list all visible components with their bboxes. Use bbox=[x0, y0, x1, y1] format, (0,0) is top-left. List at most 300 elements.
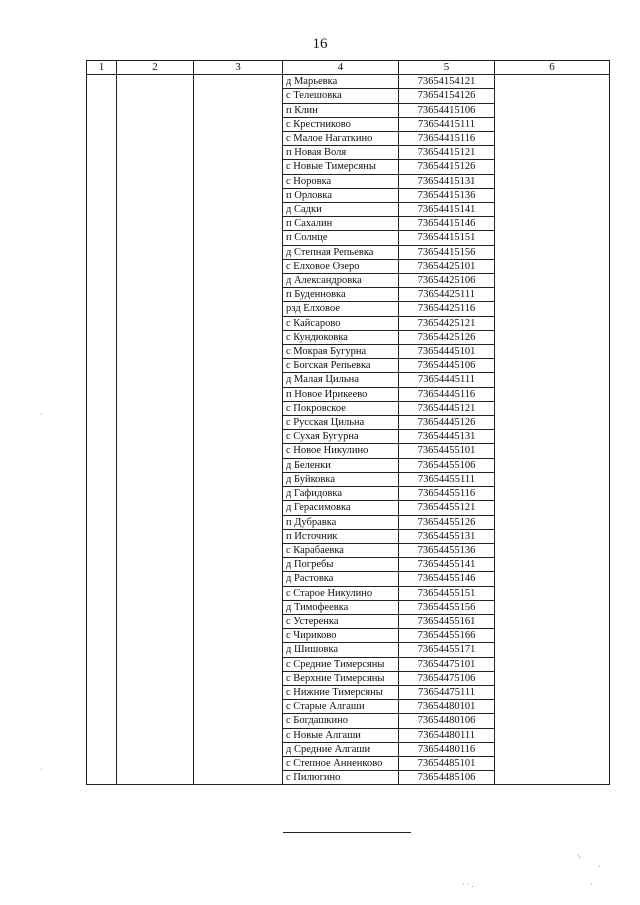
cell-col-3 bbox=[194, 359, 283, 373]
cell-col-2 bbox=[117, 756, 194, 770]
table-row bbox=[87, 714, 610, 728]
settlement-name-cell: п Сахалин bbox=[283, 217, 399, 231]
cell-col-1 bbox=[87, 89, 117, 103]
table-row bbox=[87, 132, 610, 146]
cell-col-2 bbox=[117, 685, 194, 699]
oktmo-code-cell: 73654455116 bbox=[399, 487, 495, 501]
oktmo-code-cell: 73654415116 bbox=[399, 132, 495, 146]
settlement-name-cell: п Солнце bbox=[283, 231, 399, 245]
cell-col-1 bbox=[87, 146, 117, 160]
cell-col-6 bbox=[495, 330, 610, 344]
oktmo-code-cell: 73654475101 bbox=[399, 657, 495, 671]
cell-col-6 bbox=[495, 89, 610, 103]
table-row bbox=[87, 160, 610, 174]
oktmo-code-cell: 73654445126 bbox=[399, 416, 495, 430]
oktmo-code-cell: 73654415121 bbox=[399, 146, 495, 160]
cell-col-3 bbox=[194, 529, 283, 543]
oktmo-code-cell: 73654485106 bbox=[399, 771, 495, 785]
cell-col-1 bbox=[87, 586, 117, 600]
oktmo-code-cell: 73654455161 bbox=[399, 614, 495, 628]
table-row bbox=[87, 288, 610, 302]
cell-col-6 bbox=[495, 714, 610, 728]
cell-col-1 bbox=[87, 302, 117, 316]
settlement-name-cell: с Пилюгино bbox=[283, 771, 399, 785]
cell-col-6 bbox=[495, 671, 610, 685]
cell-col-1 bbox=[87, 132, 117, 146]
cell-col-6 bbox=[495, 401, 610, 415]
oktmo-code-cell: 73654455136 bbox=[399, 543, 495, 557]
oktmo-code-cell: 73654485101 bbox=[399, 756, 495, 770]
cell-col-3 bbox=[194, 231, 283, 245]
cell-col-2 bbox=[117, 132, 194, 146]
table-row bbox=[87, 586, 610, 600]
cell-col-6 bbox=[495, 345, 610, 359]
oktmo-code-cell: 73654480106 bbox=[399, 714, 495, 728]
scan-speck: \ bbox=[578, 852, 581, 861]
settlement-name-cell: д Буйковка bbox=[283, 472, 399, 486]
settlement-name-cell: с Покровское bbox=[283, 401, 399, 415]
cell-col-2 bbox=[117, 515, 194, 529]
cell-col-2 bbox=[117, 288, 194, 302]
cell-col-1 bbox=[87, 401, 117, 415]
settlement-name-cell: с Степное Анненково bbox=[283, 756, 399, 770]
settlement-name-cell: с Русская Цильна bbox=[283, 416, 399, 430]
cell-col-6 bbox=[495, 217, 610, 231]
cell-col-2 bbox=[117, 203, 194, 217]
table-row bbox=[87, 359, 610, 373]
oktmo-code-cell: 73654455166 bbox=[399, 629, 495, 643]
cell-col-3 bbox=[194, 643, 283, 657]
cell-col-3 bbox=[194, 572, 283, 586]
cell-col-1 bbox=[87, 742, 117, 756]
cell-col-2 bbox=[117, 316, 194, 330]
oktmo-code-cell: 73654425121 bbox=[399, 316, 495, 330]
cell-col-3 bbox=[194, 174, 283, 188]
scan-speck: · bbox=[590, 880, 593, 889]
table-row bbox=[87, 444, 610, 458]
cell-col-6 bbox=[495, 600, 610, 614]
cell-col-2 bbox=[117, 714, 194, 728]
cell-col-6 bbox=[495, 274, 610, 288]
cell-col-3 bbox=[194, 685, 283, 699]
cell-col-3 bbox=[194, 373, 283, 387]
cell-col-1 bbox=[87, 714, 117, 728]
oktmo-code-cell: 73654425116 bbox=[399, 302, 495, 316]
cell-col-2 bbox=[117, 458, 194, 472]
cell-col-3 bbox=[194, 543, 283, 557]
cell-col-2 bbox=[117, 416, 194, 430]
settlement-name-cell: д Герасимовка bbox=[283, 501, 399, 515]
oktmo-code-cell: 73654445121 bbox=[399, 401, 495, 415]
oktmo-code-cell: 73654455156 bbox=[399, 600, 495, 614]
table-row bbox=[87, 700, 610, 714]
column-header-2: 2 bbox=[117, 61, 194, 75]
cell-col-2 bbox=[117, 117, 194, 131]
oktmo-code-cell: 73654154121 bbox=[399, 75, 495, 89]
cell-col-2 bbox=[117, 231, 194, 245]
settlement-name-cell: д Марьевка bbox=[283, 75, 399, 89]
table-row bbox=[87, 629, 610, 643]
cell-col-1 bbox=[87, 103, 117, 117]
cell-col-3 bbox=[194, 401, 283, 415]
cell-col-1 bbox=[87, 657, 117, 671]
settlement-name-cell: с Богдашкино bbox=[283, 714, 399, 728]
signature-line bbox=[283, 832, 411, 833]
cell-col-6 bbox=[495, 629, 610, 643]
oktmo-code-cell: 73654475106 bbox=[399, 671, 495, 685]
cell-col-2 bbox=[117, 174, 194, 188]
cell-col-1 bbox=[87, 444, 117, 458]
cell-col-3 bbox=[194, 288, 283, 302]
table-row bbox=[87, 75, 610, 89]
cell-col-2 bbox=[117, 700, 194, 714]
oktmo-code-cell: 73654425126 bbox=[399, 330, 495, 344]
cell-col-3 bbox=[194, 75, 283, 89]
cell-col-1 bbox=[87, 345, 117, 359]
cell-col-3 bbox=[194, 515, 283, 529]
cell-col-6 bbox=[495, 543, 610, 557]
cell-col-2 bbox=[117, 146, 194, 160]
table-row bbox=[87, 685, 610, 699]
cell-col-6 bbox=[495, 231, 610, 245]
oktmo-code-cell: 73654455111 bbox=[399, 472, 495, 486]
oktmo-code-cell: 73654415146 bbox=[399, 217, 495, 231]
settlement-name-cell: с Елховое Озеро bbox=[283, 259, 399, 273]
oktmo-code-cell: 73654425111 bbox=[399, 288, 495, 302]
cell-col-6 bbox=[495, 572, 610, 586]
cell-col-6 bbox=[495, 501, 610, 515]
table-row bbox=[87, 146, 610, 160]
cell-col-2 bbox=[117, 444, 194, 458]
settlement-name-cell: с Средние Тимерсяны bbox=[283, 657, 399, 671]
table-row bbox=[87, 487, 610, 501]
settlement-name-cell: с Крестниково bbox=[283, 117, 399, 131]
cell-col-2 bbox=[117, 629, 194, 643]
cell-col-1 bbox=[87, 373, 117, 387]
settlement-name-cell: п Клин bbox=[283, 103, 399, 117]
table-row bbox=[87, 643, 610, 657]
cell-col-1 bbox=[87, 671, 117, 685]
cell-col-1 bbox=[87, 501, 117, 515]
cell-col-1 bbox=[87, 614, 117, 628]
settlement-name-cell: с Карабаевка bbox=[283, 543, 399, 557]
cell-col-3 bbox=[194, 586, 283, 600]
settlement-name-cell: с Новые Алгаши bbox=[283, 728, 399, 742]
cell-col-2 bbox=[117, 274, 194, 288]
cell-col-3 bbox=[194, 728, 283, 742]
table-row bbox=[87, 387, 610, 401]
column-header-4: 4 bbox=[283, 61, 399, 75]
cell-col-2 bbox=[117, 188, 194, 202]
table-row bbox=[87, 174, 610, 188]
cell-col-1 bbox=[87, 274, 117, 288]
table-row bbox=[87, 401, 610, 415]
cell-col-3 bbox=[194, 217, 283, 231]
cell-col-3 bbox=[194, 188, 283, 202]
cell-col-6 bbox=[495, 430, 610, 444]
settlement-name-cell: д Погребы bbox=[283, 558, 399, 572]
oktmo-code-cell: 73654445106 bbox=[399, 359, 495, 373]
cell-col-3 bbox=[194, 714, 283, 728]
cell-col-6 bbox=[495, 657, 610, 671]
table-row bbox=[87, 259, 610, 273]
cell-col-1 bbox=[87, 188, 117, 202]
cell-col-2 bbox=[117, 302, 194, 316]
cell-col-3 bbox=[194, 742, 283, 756]
cell-col-1 bbox=[87, 643, 117, 657]
cell-col-6 bbox=[495, 117, 610, 131]
cell-col-1 bbox=[87, 288, 117, 302]
oktmo-code-cell: 73654445131 bbox=[399, 430, 495, 444]
cell-col-2 bbox=[117, 259, 194, 273]
cell-col-1 bbox=[87, 117, 117, 131]
cell-col-1 bbox=[87, 685, 117, 699]
cell-col-2 bbox=[117, 359, 194, 373]
cell-col-1 bbox=[87, 543, 117, 557]
settlement-name-cell: с Новые Тимерсяны bbox=[283, 160, 399, 174]
cell-col-3 bbox=[194, 103, 283, 117]
cell-col-3 bbox=[194, 700, 283, 714]
cell-col-1 bbox=[87, 160, 117, 174]
oktmo-code-cell: 73654455141 bbox=[399, 558, 495, 572]
cell-col-2 bbox=[117, 103, 194, 117]
oktmo-code-cell: 73654455171 bbox=[399, 643, 495, 657]
cell-col-6 bbox=[495, 529, 610, 543]
table-row bbox=[87, 245, 610, 259]
cell-col-2 bbox=[117, 245, 194, 259]
scan-speck: · bbox=[40, 765, 43, 774]
cell-col-6 bbox=[495, 558, 610, 572]
cell-col-6 bbox=[495, 458, 610, 472]
table-row bbox=[87, 756, 610, 770]
cell-col-6 bbox=[495, 586, 610, 600]
oktmo-code-cell: 73654455151 bbox=[399, 586, 495, 600]
cell-col-6 bbox=[495, 472, 610, 486]
cell-col-6 bbox=[495, 132, 610, 146]
cell-col-6 bbox=[495, 146, 610, 160]
cell-col-2 bbox=[117, 89, 194, 103]
settlement-name-cell: с Чириково bbox=[283, 629, 399, 643]
cell-col-2 bbox=[117, 373, 194, 387]
scan-speck: · bbox=[598, 862, 601, 871]
cell-col-1 bbox=[87, 259, 117, 273]
table-row bbox=[87, 274, 610, 288]
table-row bbox=[87, 458, 610, 472]
page-number: 16 bbox=[312, 36, 328, 52]
cell-col-2 bbox=[117, 330, 194, 344]
cell-col-3 bbox=[194, 501, 283, 515]
cell-col-1 bbox=[87, 728, 117, 742]
cell-col-2 bbox=[117, 572, 194, 586]
cell-col-2 bbox=[117, 401, 194, 415]
table-row bbox=[87, 543, 610, 557]
cell-col-2 bbox=[117, 728, 194, 742]
oktmo-code-cell: 73654154126 bbox=[399, 89, 495, 103]
settlement-name-cell: д Александровка bbox=[283, 274, 399, 288]
cell-col-2 bbox=[117, 472, 194, 486]
settlement-name-cell: с Старое Никулино bbox=[283, 586, 399, 600]
cell-col-6 bbox=[495, 359, 610, 373]
table-row bbox=[87, 103, 610, 117]
cell-col-3 bbox=[194, 387, 283, 401]
cell-col-2 bbox=[117, 742, 194, 756]
cell-col-2 bbox=[117, 671, 194, 685]
settlement-name-cell: п Источник bbox=[283, 529, 399, 543]
oktmo-code-cell: 73654455106 bbox=[399, 458, 495, 472]
cell-col-1 bbox=[87, 316, 117, 330]
oktmo-code-cell: 73654415141 bbox=[399, 203, 495, 217]
cell-col-3 bbox=[194, 89, 283, 103]
cell-col-2 bbox=[117, 614, 194, 628]
cell-col-2 bbox=[117, 558, 194, 572]
cell-col-6 bbox=[495, 742, 610, 756]
settlement-name-cell: с Малое Нагаткино bbox=[283, 132, 399, 146]
cell-col-1 bbox=[87, 416, 117, 430]
cell-col-3 bbox=[194, 472, 283, 486]
settlement-name-cell: с Устеренка bbox=[283, 614, 399, 628]
cell-col-6 bbox=[495, 685, 610, 699]
cell-col-2 bbox=[117, 387, 194, 401]
table-row bbox=[87, 501, 610, 515]
cell-col-1 bbox=[87, 231, 117, 245]
table-row bbox=[87, 728, 610, 742]
table-row bbox=[87, 742, 610, 756]
table-row bbox=[87, 89, 610, 103]
oktmo-code-cell: 73654415111 bbox=[399, 117, 495, 131]
cell-col-3 bbox=[194, 558, 283, 572]
cell-col-3 bbox=[194, 316, 283, 330]
table-row bbox=[87, 430, 610, 444]
oktmo-code-cell: 73654455126 bbox=[399, 515, 495, 529]
oktmo-code-cell: 73654445111 bbox=[399, 373, 495, 387]
column-header-1: 1 bbox=[87, 61, 117, 75]
cell-col-3 bbox=[194, 302, 283, 316]
cell-col-2 bbox=[117, 657, 194, 671]
cell-col-1 bbox=[87, 756, 117, 770]
oktmo-code-cell: 73654415131 bbox=[399, 174, 495, 188]
cell-col-6 bbox=[495, 302, 610, 316]
cell-col-1 bbox=[87, 203, 117, 217]
cell-col-2 bbox=[117, 160, 194, 174]
table-row bbox=[87, 600, 610, 614]
settlement-name-cell: с Верхние Тимерсяны bbox=[283, 671, 399, 685]
cell-col-3 bbox=[194, 771, 283, 785]
cell-col-3 bbox=[194, 458, 283, 472]
oktmo-code-cell: 73654480101 bbox=[399, 700, 495, 714]
table-row bbox=[87, 614, 610, 628]
settlement-name-cell: д Растовка bbox=[283, 572, 399, 586]
table-row bbox=[87, 472, 610, 486]
cell-col-3 bbox=[194, 600, 283, 614]
table-row bbox=[87, 515, 610, 529]
settlement-name-cell: п Новая Воля bbox=[283, 146, 399, 160]
cell-col-6 bbox=[495, 756, 610, 770]
settlement-name-cell: д Малая Цильна bbox=[283, 373, 399, 387]
settlement-name-cell: п Дубравка bbox=[283, 515, 399, 529]
settlement-name-cell: п Орловка bbox=[283, 188, 399, 202]
cell-col-6 bbox=[495, 245, 610, 259]
cell-col-3 bbox=[194, 117, 283, 131]
oktmo-code-cell: 73654415106 bbox=[399, 103, 495, 117]
cell-col-2 bbox=[117, 543, 194, 557]
table-row bbox=[87, 203, 610, 217]
cell-col-1 bbox=[87, 430, 117, 444]
cell-col-3 bbox=[194, 416, 283, 430]
cell-col-6 bbox=[495, 188, 610, 202]
settlement-name-cell: д Степная Репьевка bbox=[283, 245, 399, 259]
table-row bbox=[87, 316, 610, 330]
cell-col-1 bbox=[87, 600, 117, 614]
table-row bbox=[87, 671, 610, 685]
oktmo-code-cell: 73654455101 bbox=[399, 444, 495, 458]
table-row bbox=[87, 572, 610, 586]
cell-col-3 bbox=[194, 146, 283, 160]
oktmo-code-cell: 73654475111 bbox=[399, 685, 495, 699]
cell-col-6 bbox=[495, 387, 610, 401]
table-row bbox=[87, 529, 610, 543]
cell-col-6 bbox=[495, 515, 610, 529]
settlement-name-cell: с Сухая Бугурна bbox=[283, 430, 399, 444]
cell-col-3 bbox=[194, 345, 283, 359]
cell-col-6 bbox=[495, 700, 610, 714]
table-header-row bbox=[87, 61, 610, 75]
table-row bbox=[87, 188, 610, 202]
cell-col-6 bbox=[495, 203, 610, 217]
cell-col-6 bbox=[495, 487, 610, 501]
cell-col-3 bbox=[194, 671, 283, 685]
column-header-6: 6 bbox=[495, 61, 610, 75]
cell-col-3 bbox=[194, 629, 283, 643]
cell-col-2 bbox=[117, 643, 194, 657]
oktmo-code-cell: 73654445101 bbox=[399, 345, 495, 359]
scan-speck: · bbox=[40, 410, 43, 419]
settlement-name-cell: с Новое Никулино bbox=[283, 444, 399, 458]
cell-col-1 bbox=[87, 515, 117, 529]
cell-col-6 bbox=[495, 416, 610, 430]
cell-col-2 bbox=[117, 529, 194, 543]
scan-speck: · · . bbox=[462, 880, 474, 889]
table-row bbox=[87, 302, 610, 316]
cell-col-1 bbox=[87, 487, 117, 501]
settlement-name-cell: с Кайсарово bbox=[283, 316, 399, 330]
cell-col-1 bbox=[87, 174, 117, 188]
cell-col-2 bbox=[117, 487, 194, 501]
cell-col-1 bbox=[87, 458, 117, 472]
settlement-name-cell: с Богская Репьевка bbox=[283, 359, 399, 373]
table-row bbox=[87, 117, 610, 131]
cell-col-3 bbox=[194, 259, 283, 273]
oktmo-code-cell: 73654455131 bbox=[399, 529, 495, 543]
cell-col-3 bbox=[194, 203, 283, 217]
oktmo-code-cell: 73654455121 bbox=[399, 501, 495, 515]
cell-col-1 bbox=[87, 472, 117, 486]
oktmo-code-cell: 73654480116 bbox=[399, 742, 495, 756]
column-header-3: 3 bbox=[194, 61, 283, 75]
cell-col-6 bbox=[495, 643, 610, 657]
cell-col-1 bbox=[87, 771, 117, 785]
cell-col-2 bbox=[117, 217, 194, 231]
settlement-name-cell: с Кундюковка bbox=[283, 330, 399, 344]
table-row bbox=[87, 657, 610, 671]
cell-col-2 bbox=[117, 345, 194, 359]
cell-col-6 bbox=[495, 75, 610, 89]
cell-col-6 bbox=[495, 103, 610, 117]
table-row bbox=[87, 330, 610, 344]
cell-col-3 bbox=[194, 487, 283, 501]
table-row bbox=[87, 345, 610, 359]
cell-col-1 bbox=[87, 572, 117, 586]
table-row bbox=[87, 231, 610, 245]
